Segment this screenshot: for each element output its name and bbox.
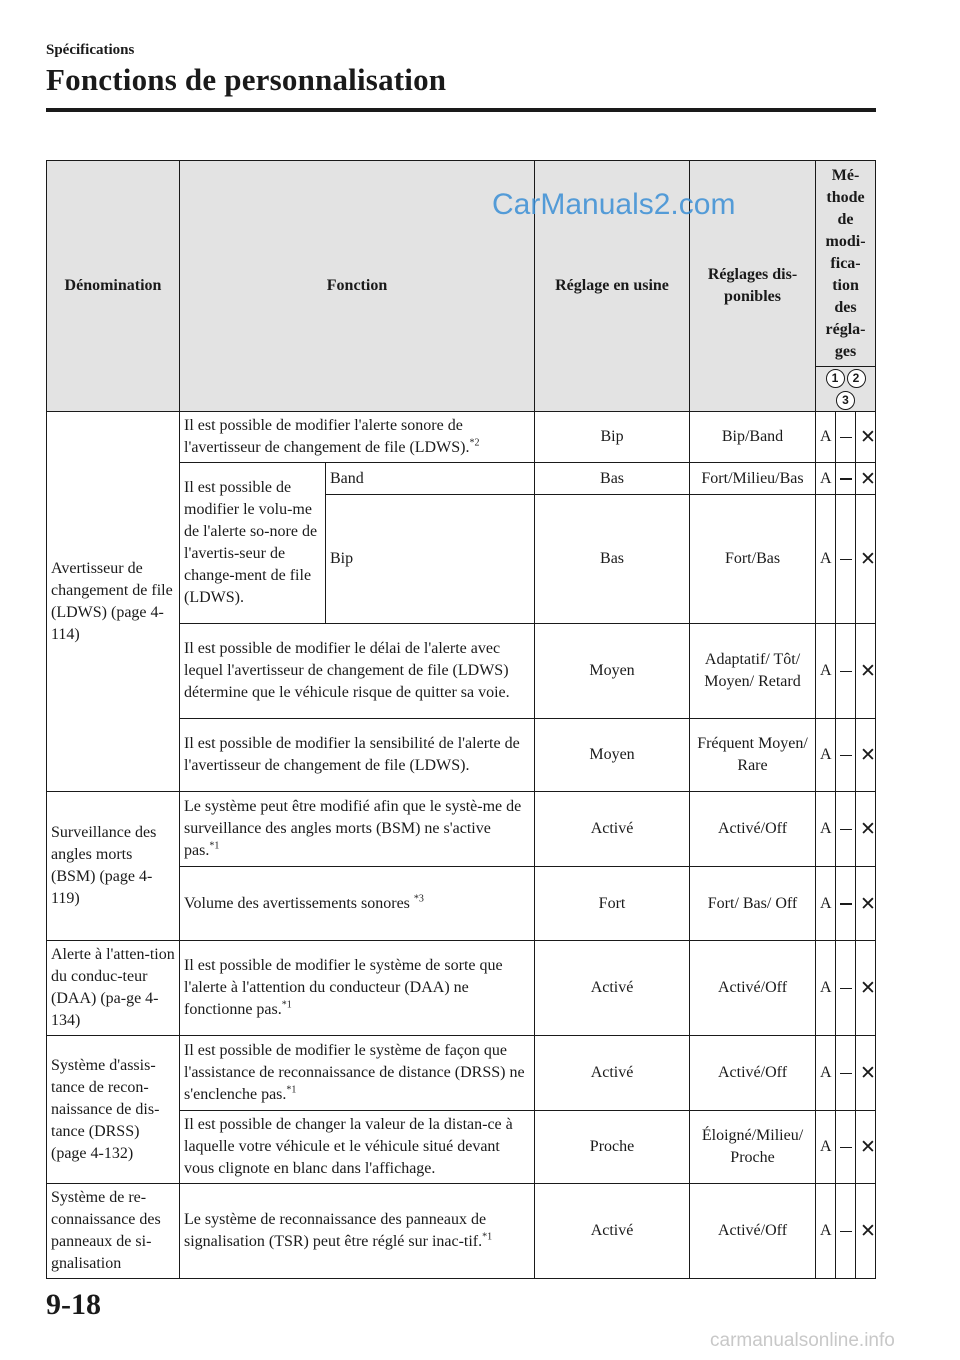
method-a: A <box>816 463 836 495</box>
factory-cell: Moyen <box>535 719 690 792</box>
page-number: 9-18 <box>46 1288 101 1321</box>
factory-cell: Fort <box>535 867 690 941</box>
sub-setting-label: Band <box>326 463 535 495</box>
method-not-applicable <box>836 867 856 941</box>
available-cell: Activé/Off <box>690 1184 816 1279</box>
table-row <box>47 941 876 1036</box>
method-1-icon: 1 <box>826 369 845 388</box>
method-x-icon: ✕ <box>856 412 876 463</box>
method-a: A <box>816 1111 836 1184</box>
factory-cell: Bas <box>535 463 690 495</box>
method-not-applicable <box>836 412 856 463</box>
method-x-icon: ✕ <box>856 624 876 719</box>
method-a: A <box>816 412 836 463</box>
method-a: A <box>816 1036 836 1111</box>
table-row <box>47 1184 876 1279</box>
method-x-icon: ✕ <box>856 719 876 792</box>
method-x-icon: ✕ <box>856 941 876 1036</box>
table-row <box>47 792 876 867</box>
method-not-applicable <box>836 463 856 495</box>
header-name: Dénomination <box>47 161 180 412</box>
method-x-icon: ✕ <box>856 867 876 941</box>
function-cell: Volume des avertissements sonores $^{*3}$ <box>180 867 535 941</box>
factory-cell: Activé <box>535 792 690 867</box>
header-method: Mé-thode de modi-fica-tion des régla-ges <box>816 161 876 367</box>
method-x-icon: ✕ <box>856 1036 876 1111</box>
method-not-applicable <box>836 1184 856 1279</box>
title-rule <box>46 108 876 112</box>
function-cell: Il est possible de modifier le délai de l'alerte avec lequel l'avertisseur de changement de file (LDWS) détermine que le véhicule risque de quitter sa voie. <box>180 624 535 719</box>
method-a: A <box>816 867 836 941</box>
watermark: CarManuals2.com <box>492 188 736 221</box>
header-factory-setting: Réglage en usine <box>535 161 690 412</box>
feature-name: Avertisseur de changement de file (LDWS) (page 4-114) <box>47 412 180 792</box>
available-cell: Bip/Band <box>690 412 816 463</box>
factory-cell: Activé <box>535 1184 690 1279</box>
function-cell: Il est possible de modifier le volu-me de l'alerte so-nore de l'avertis-seur de change-ment de file (LDWS). <box>180 463 326 624</box>
factory-cell: Bip <box>535 412 690 463</box>
header-available-settings: Réglages dis-ponibles <box>690 161 816 412</box>
feature-name: Système d'assis-tance de recon-naissance de dis-tance (DRSS) (page 4-132) <box>47 1036 180 1184</box>
method-not-applicable <box>836 624 856 719</box>
function-cell: Le système peut être modifié afin que le systè-me de surveillance des angles morts (BSM) ne s'active pas.$^{*1}$ <box>180 792 535 867</box>
function-cell: Il est possible de modifier le système de sorte que l'alerte à l'attention du conducteur (DAA) ne fonctionne pas.$^{*1}$ <box>180 941 535 1036</box>
method-x-icon: ✕ <box>856 495 876 624</box>
available-cell: Éloigné/Milieu/ Proche <box>690 1111 816 1184</box>
function-cell: Il est possible de modifier la sensibilité de l'alerte de l'avertisseur de changement de file (LDWS). <box>180 719 535 792</box>
method-a: A <box>816 719 836 792</box>
available-cell: Fort/Bas <box>690 495 816 624</box>
factory-cell: Activé <box>535 1036 690 1111</box>
factory-cell: Moyen <box>535 624 690 719</box>
method-not-applicable <box>836 1036 856 1111</box>
method-a: A <box>816 941 836 1036</box>
feature-name: Surveillance des angles morts (BSM) (page 4-119) <box>47 792 180 941</box>
available-cell: Activé/Off <box>690 941 816 1036</box>
method-3-icon: 3 <box>836 391 855 410</box>
method-x-icon: ✕ <box>856 463 876 495</box>
available-cell: Activé/Off <box>690 1036 816 1111</box>
available-cell: Fort/ Bas/ Off <box>690 867 816 941</box>
available-cell: Fréquent Moyen/ Rare <box>690 719 816 792</box>
header-function: Fonction <box>180 161 535 412</box>
factory-cell: Activé <box>535 941 690 1036</box>
factory-cell: Proche <box>535 1111 690 1184</box>
method-x-icon: ✕ <box>856 792 876 867</box>
factory-cell: Bas <box>535 495 690 624</box>
section-label: Spécifications <box>46 42 135 58</box>
method-a: A <box>816 495 836 624</box>
method-a: A <box>816 624 836 719</box>
function-cell: Il est possible de modifier l'alerte sonore de l'avertisseur de changement de file (LDWS).$^{*2}$ <box>180 412 535 463</box>
method-icons <box>816 367 876 412</box>
sub-setting-label: Bip <box>326 495 535 624</box>
method-2-icon: 2 <box>847 369 866 388</box>
function-cell: Le système de reconnaissance des panneaux de signalisation (TSR) peut être réglé sur inac-tif.$^{*1}$ <box>180 1184 535 1279</box>
function-cell: Il est possible de modifier le système de façon que l'assistance de reconnaissance de distance (DRSS) ne s'enclenche pas.$^{*1}$ <box>180 1036 535 1111</box>
method-a: A <box>816 1184 836 1279</box>
method-x-icon: ✕ <box>856 1111 876 1184</box>
table-row <box>47 412 876 463</box>
page-title: Fonctions de personnalisation <box>46 62 447 97</box>
available-cell: Adaptatif/ Tôt/ Moyen/ Retard <box>690 624 816 719</box>
method-not-applicable <box>836 792 856 867</box>
table-row <box>47 1036 876 1111</box>
method-a: A <box>816 792 836 867</box>
method-not-applicable <box>836 1111 856 1184</box>
feature-name: Alerte à l'atten-tion du conduc-teur (DAA) (pa-ge 4-134) <box>47 941 180 1036</box>
footer-watermark: carmanualsonline.info <box>710 1330 895 1351</box>
available-cell: Fort/Milieu/Bas <box>690 463 816 495</box>
method-not-applicable <box>836 719 856 792</box>
feature-name: Système de re-connaissance des panneaux de si-gnalisation <box>47 1184 180 1279</box>
function-cell: Il est possible de changer la valeur de la distan-ce à laquelle votre véhicule et le véhicule situé devant vous clignote en blanc dans l'affichage. <box>180 1111 535 1184</box>
method-not-applicable <box>836 941 856 1036</box>
method-x-icon: ✕ <box>856 1184 876 1279</box>
customization-table <box>46 160 876 1279</box>
method-not-applicable <box>836 495 856 624</box>
available-cell: Activé/Off <box>690 792 816 867</box>
